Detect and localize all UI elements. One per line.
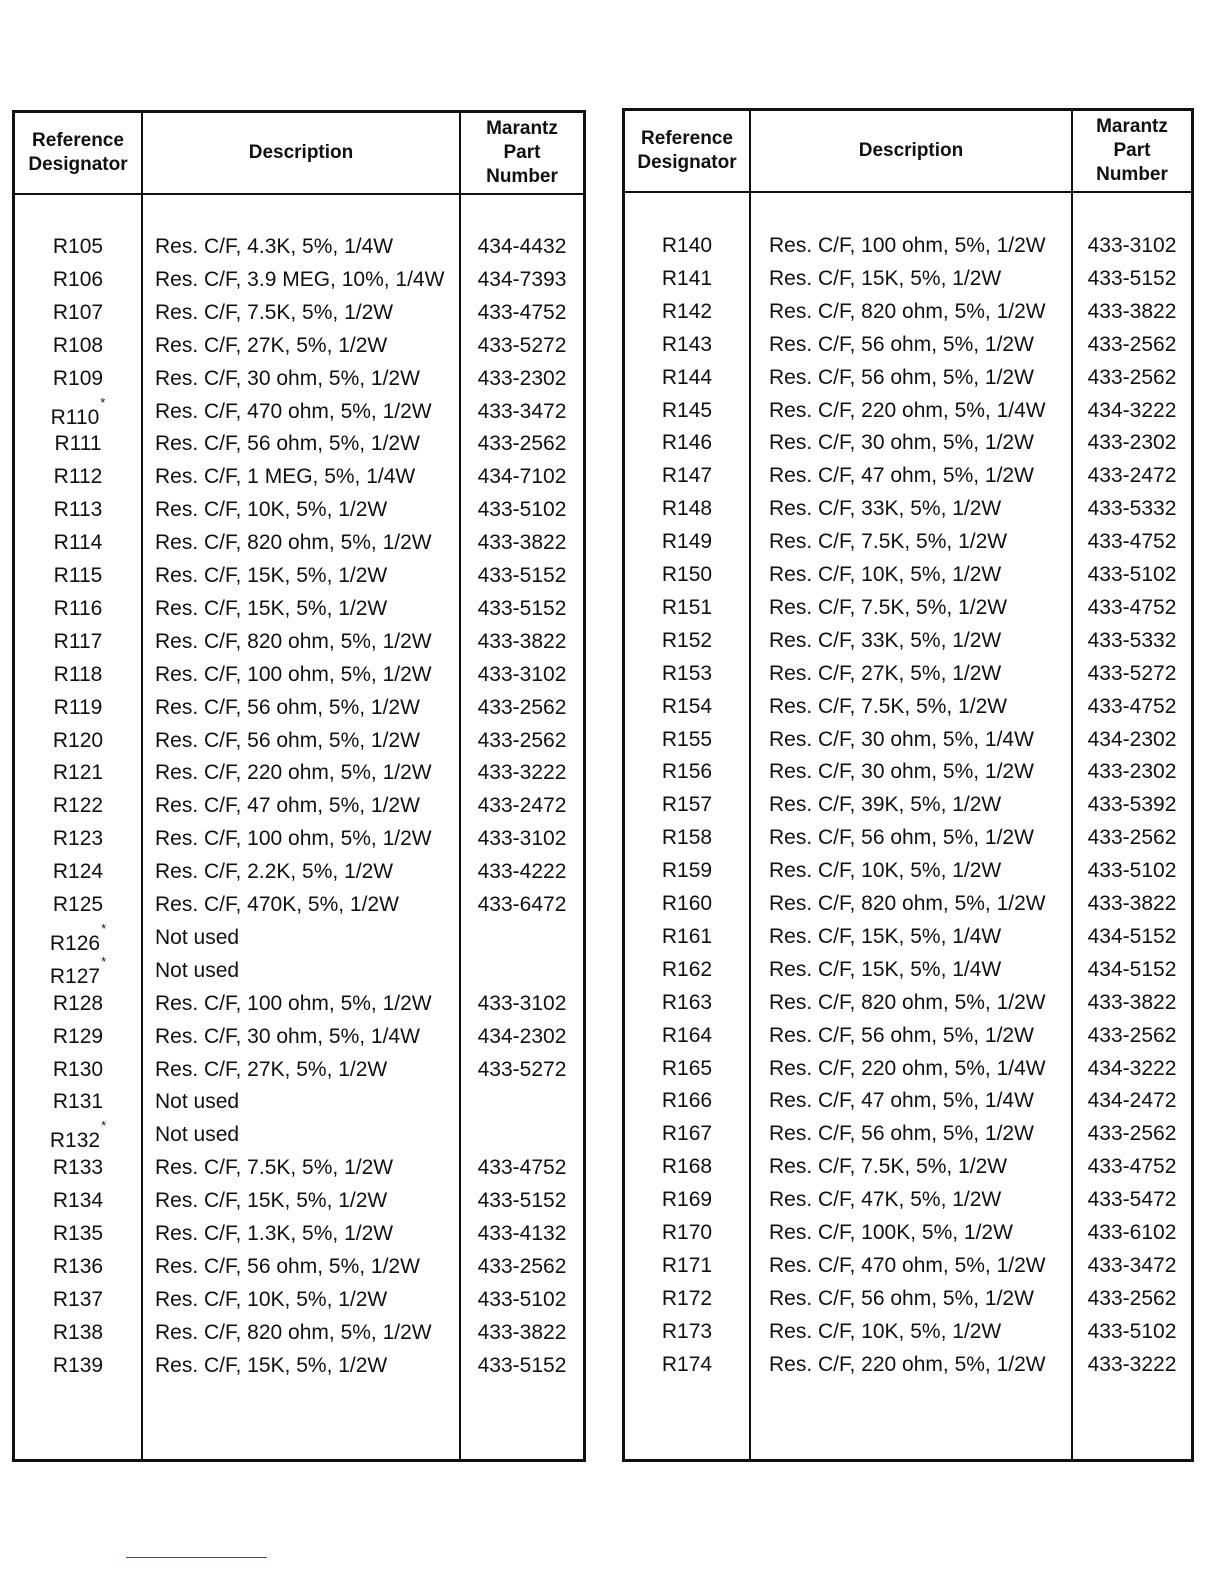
description: Res. C/F, 10K, 5%, 1/2W xyxy=(769,1319,1002,1343)
description: Res. C/F, 15K, 5%, 1/2W xyxy=(155,1353,388,1377)
table-row xyxy=(15,625,583,658)
table-row xyxy=(15,724,583,757)
reference-designator: R151 xyxy=(661,595,713,619)
table-row xyxy=(15,395,583,428)
description: Res. C/F, 7.5K, 5%, 1/2W xyxy=(769,530,1008,554)
reference-designator: R159 xyxy=(661,859,713,883)
reference-designator: R166 xyxy=(661,1089,713,1113)
description: Res. C/F, 47 ohm, 5%, 1/4W xyxy=(769,1089,1034,1113)
part-number: 434-7393 xyxy=(477,267,567,291)
description: Not used xyxy=(155,1090,240,1114)
description: Res. C/F, 7.5K, 5%, 1/2W xyxy=(769,595,1008,619)
description: Res. C/F, 47 ohm, 5%, 1/2W xyxy=(769,464,1034,488)
part-number: 433-2472 xyxy=(477,794,567,818)
footnote-asterisk: * xyxy=(101,953,107,969)
table-row xyxy=(625,426,1191,459)
table-row xyxy=(625,591,1191,624)
description: Res. C/F, 39K, 5%, 1/2W xyxy=(769,793,1002,817)
part-number: 434-2302 xyxy=(1087,727,1177,751)
table-row xyxy=(625,1183,1191,1216)
part-number: 434-3222 xyxy=(1087,1056,1177,1080)
description: Res. C/F, 33K, 5%, 1/2W xyxy=(769,628,1002,652)
table-row xyxy=(15,1085,583,1118)
part-number: 433-3102 xyxy=(477,991,567,1015)
description: Res. C/F, 56 ohm, 5%, 1/2W xyxy=(769,1286,1034,1310)
reference-designator: R139 xyxy=(52,1353,104,1377)
table-row xyxy=(15,296,583,329)
part-number: 433-4752 xyxy=(1087,1155,1177,1179)
description: Res. C/F, 56 ohm, 5%, 1/2W xyxy=(769,826,1034,850)
description: Res. C/F, 820 ohm, 5%, 1/2W xyxy=(769,990,1046,1014)
table-row xyxy=(15,230,583,263)
part-number: 433-5272 xyxy=(477,333,567,357)
description: Res. C/F, 56 ohm, 5%, 1/2W xyxy=(769,332,1034,356)
table-row xyxy=(625,887,1191,920)
reference-designator: R127* xyxy=(49,953,107,988)
part-number: 433-4752 xyxy=(1087,530,1177,554)
part-number: 433-5152 xyxy=(477,596,567,620)
reference-designator: R161 xyxy=(661,924,713,948)
part-number: 433-5332 xyxy=(1087,628,1177,652)
part-number: 433-5102 xyxy=(477,1287,567,1311)
table-row xyxy=(625,1150,1191,1183)
part-number: 433-3822 xyxy=(477,531,567,555)
description: Res. C/F, 15K, 5%, 1/2W xyxy=(769,266,1002,290)
part-number: 433-5102 xyxy=(477,498,567,522)
table-row xyxy=(15,493,583,526)
description: Res. C/F, 56 ohm, 5%, 1/2W xyxy=(769,1122,1034,1146)
part-number: 433-4222 xyxy=(477,860,567,884)
table-row xyxy=(15,329,583,362)
description: Res. C/F, 2.2K, 5%, 1/2W xyxy=(155,860,394,884)
table-row xyxy=(15,1349,583,1382)
part-number: 433-6102 xyxy=(1087,1221,1177,1244)
table-row xyxy=(625,1052,1191,1085)
table-row xyxy=(625,657,1191,690)
table-row xyxy=(15,789,583,822)
reference-designator: R167 xyxy=(661,1122,713,1146)
description: Res. C/F, 470 ohm, 5%, 1/2W xyxy=(155,399,432,423)
description: Res. C/F, 15K, 5%, 1/4W xyxy=(769,957,1002,981)
reference-designator: R125 xyxy=(52,893,104,916)
description: Res. C/F, 100 ohm, 5%, 1/2W xyxy=(155,827,432,851)
description: Res. C/F, 15K, 5%, 1/2W xyxy=(155,596,388,620)
description: Res. C/F, 27K, 5%, 1/2W xyxy=(155,1057,388,1081)
description: Res. C/F, 470 ohm, 5%, 1/2W xyxy=(769,1253,1046,1277)
description: Not used xyxy=(155,1123,240,1147)
description: Res. C/F, 7.5K, 5%, 1/2W xyxy=(155,300,394,324)
parts-table-left xyxy=(12,110,586,1462)
part-number: 433-3822 xyxy=(477,629,567,653)
reference-designator: R111 xyxy=(54,432,102,456)
reference-designator: R160 xyxy=(661,892,713,915)
footnote-asterisk: * xyxy=(101,920,107,936)
description: Res. C/F, 56 ohm, 5%, 1/2W xyxy=(155,728,420,752)
description: Res. C/F, 820 ohm, 5%, 1/2W xyxy=(155,629,432,653)
part-number: 434-3222 xyxy=(1087,398,1177,422)
description: Res. C/F, 56 ohm, 5%, 1/2W xyxy=(155,1254,420,1278)
table-row xyxy=(15,1184,583,1217)
reference-designator: R133 xyxy=(52,1156,104,1180)
part-number: 433-3822 xyxy=(1087,892,1177,915)
part-number: 434-7102 xyxy=(477,465,567,489)
footnote-asterisk: * xyxy=(101,1118,107,1134)
footnote-asterisk: * xyxy=(100,394,106,410)
header-reference-designator: Reference Designator xyxy=(637,128,737,173)
parts-table-right xyxy=(622,108,1194,1462)
description: Res. C/F, 100 ohm, 5%, 1/2W xyxy=(769,234,1046,257)
table-row xyxy=(15,855,583,888)
reference-designator: R163 xyxy=(661,990,713,1014)
table-row xyxy=(625,361,1191,394)
reference-designator: R140 xyxy=(661,234,713,257)
description: Res. C/F, 30 ohm, 5%, 1/4W xyxy=(155,1024,420,1048)
reference-designator: R154 xyxy=(661,694,713,718)
description: Res. C/F, 100K, 5%, 1/2W xyxy=(769,1221,1013,1244)
table-row xyxy=(625,920,1191,953)
reference-designator: R170 xyxy=(661,1221,713,1244)
reference-designator: R143 xyxy=(661,332,713,356)
part-number: 433-5472 xyxy=(1087,1188,1177,1212)
reference-designator: R135 xyxy=(52,1222,104,1245)
part-number: 433-4132 xyxy=(477,1222,567,1245)
part-number: 433-5152 xyxy=(477,1189,567,1213)
table-row xyxy=(625,295,1191,328)
reference-designator: R123 xyxy=(52,827,104,851)
description: Res. C/F, 33K, 5%, 1/2W xyxy=(769,497,1002,521)
table-row xyxy=(15,1020,583,1053)
part-number: 433-6472 xyxy=(477,893,567,916)
description: Res. C/F, 10K, 5%, 1/2W xyxy=(769,859,1002,883)
reference-designator: R150 xyxy=(661,563,713,586)
description: Res. C/F, 7.5K, 5%, 1/2W xyxy=(155,1156,394,1180)
description: Res. C/F, 56 ohm, 5%, 1/2W xyxy=(155,432,420,456)
reference-designator: R146 xyxy=(661,431,713,455)
table-row xyxy=(15,526,583,559)
description: Res. C/F, 820 ohm, 5%, 1/2W xyxy=(155,531,432,555)
table-row xyxy=(15,427,583,460)
reference-designator: R107 xyxy=(52,300,104,324)
part-number: 433-3102 xyxy=(477,827,567,851)
table-row xyxy=(625,1249,1191,1282)
table-row xyxy=(15,592,583,625)
description: Res. C/F, 30 ohm, 5%, 1/2W xyxy=(769,760,1034,784)
reference-designator: R152 xyxy=(661,628,713,652)
part-number: 433-2562 xyxy=(1087,826,1177,850)
reference-designator: R129 xyxy=(52,1024,104,1048)
description: Res. C/F, 15K, 5%, 1/2W xyxy=(155,1189,388,1213)
description: Res. C/F, 220 ohm, 5%, 1/2W xyxy=(769,1352,1046,1376)
reference-designator: R165 xyxy=(661,1056,713,1080)
reference-designator: R120 xyxy=(52,728,104,752)
part-number: 433-5332 xyxy=(1087,497,1177,521)
part-number: 433-2562 xyxy=(477,1254,567,1278)
part-number: 433-5152 xyxy=(1087,266,1177,290)
reference-designator: R110* xyxy=(50,394,106,429)
table-row xyxy=(15,1316,583,1349)
part-number: 433-2562 xyxy=(1087,1122,1177,1146)
reference-designator: R130 xyxy=(52,1057,104,1081)
reference-designator: R174 xyxy=(661,1352,713,1376)
header-description: Description xyxy=(858,140,964,161)
footnote-rule xyxy=(126,1557,267,1558)
reference-designator: R114 xyxy=(53,531,103,555)
part-number: 433-2302 xyxy=(1087,760,1177,784)
reference-designator: R141 xyxy=(661,266,713,290)
description: Res. C/F, 100 ohm, 5%, 1/2W xyxy=(155,991,432,1015)
table-row xyxy=(625,690,1191,723)
part-number: 433-5392 xyxy=(1087,793,1177,817)
description: Res. C/F, 10K, 5%, 1/2W xyxy=(155,498,388,522)
description: Res. C/F, 820 ohm, 5%, 1/2W xyxy=(769,299,1046,323)
reference-designator: R148 xyxy=(661,497,713,521)
part-number: 433-3102 xyxy=(477,662,567,686)
part-number: 433-3222 xyxy=(477,761,567,785)
part-number: 433-2562 xyxy=(477,432,567,456)
part-number: 434-2302 xyxy=(477,1024,567,1048)
description: Res. C/F, 4.3K, 5%, 1/4W xyxy=(155,235,394,258)
part-number: 433-2302 xyxy=(477,366,567,390)
reference-designator: R121 xyxy=(52,761,104,785)
description: Res. C/F, 30 ohm, 5%, 1/4W xyxy=(769,727,1034,751)
reference-designator: R124 xyxy=(52,860,104,884)
description: Res. C/F, 15K, 5%, 1/4W xyxy=(769,924,1002,948)
reference-designator: R156 xyxy=(661,760,713,784)
description: Res. C/F, 820 ohm, 5%, 1/2W xyxy=(155,1320,432,1344)
table-row xyxy=(625,1019,1191,1052)
table-row xyxy=(625,328,1191,361)
table-row xyxy=(15,691,583,724)
description: Res. C/F, 56 ohm, 5%, 1/2W xyxy=(155,695,420,719)
reference-designator: R164 xyxy=(661,1023,713,1047)
table-row xyxy=(625,1084,1191,1117)
reference-designator: R155 xyxy=(661,727,713,751)
reference-designator: R169 xyxy=(661,1188,713,1212)
table-row xyxy=(15,658,583,691)
part-number: 433-5102 xyxy=(1087,563,1177,586)
table-row xyxy=(625,459,1191,492)
part-number: 433-2562 xyxy=(1087,365,1177,389)
header-part-number: Marantz Part Number xyxy=(1096,116,1168,185)
header-description: Description xyxy=(248,142,354,163)
table-row xyxy=(15,954,583,987)
part-number: 433-3102 xyxy=(1087,234,1177,257)
part-number: 433-5272 xyxy=(1087,661,1177,685)
table-row xyxy=(625,624,1191,657)
table-row xyxy=(625,1117,1191,1150)
description: Res. C/F, 220 ohm, 5%, 1/4W xyxy=(769,1056,1046,1080)
table-row xyxy=(625,394,1191,427)
part-number: 433-3472 xyxy=(477,399,567,423)
reference-designator: R131 xyxy=(52,1090,104,1114)
reference-designator: R172 xyxy=(661,1286,713,1310)
table-row xyxy=(625,986,1191,1019)
part-number: 433-2562 xyxy=(1087,1286,1177,1310)
description: Res. C/F, 220 ohm, 5%, 1/2W xyxy=(155,761,432,785)
part-number: 433-3472 xyxy=(1087,1253,1177,1277)
part-number: 434-4432 xyxy=(477,235,567,258)
table-row xyxy=(15,1053,583,1086)
table-row xyxy=(625,821,1191,854)
part-number: 434-2472 xyxy=(1087,1089,1177,1113)
description: Res. C/F, 56 ohm, 5%, 1/2W xyxy=(769,365,1034,389)
reference-designator: R108 xyxy=(52,333,104,357)
reference-designator: R106 xyxy=(52,267,104,291)
table-row xyxy=(625,788,1191,821)
description: Res. C/F, 1.3K, 5%, 1/2W xyxy=(155,1222,394,1245)
reference-designator: R126* xyxy=(49,920,107,955)
table-row xyxy=(15,888,583,921)
table-row xyxy=(15,362,583,395)
description: Res. C/F, 47 ohm, 5%, 1/2W xyxy=(155,794,420,818)
table-row xyxy=(15,987,583,1020)
table-row xyxy=(625,723,1191,756)
table-row xyxy=(625,229,1191,262)
reference-designator: R105 xyxy=(52,235,104,258)
reference-designator: R128 xyxy=(52,991,104,1015)
part-number: 433-2562 xyxy=(477,695,567,719)
description: Res. C/F, 10K, 5%, 1/2W xyxy=(769,563,1002,586)
part-number: 433-5102 xyxy=(1087,859,1177,883)
part-number: 433-4752 xyxy=(1087,595,1177,619)
description: Res. C/F, 30 ohm, 5%, 1/2W xyxy=(155,366,420,390)
table-row xyxy=(15,1118,583,1151)
part-number: 433-2562 xyxy=(477,728,567,752)
part-number: 433-3222 xyxy=(1087,1352,1177,1376)
part-number: 433-2562 xyxy=(1087,332,1177,356)
reference-designator: R144 xyxy=(661,365,713,389)
table-row xyxy=(15,460,583,493)
description: Res. C/F, 15K, 5%, 1/2W xyxy=(155,564,388,587)
table-row xyxy=(625,558,1191,591)
reference-designator: R116 xyxy=(53,596,103,620)
table-row xyxy=(625,1315,1191,1348)
reference-designator: R113 xyxy=(53,498,103,522)
table-row xyxy=(15,921,583,954)
part-number: 433-4752 xyxy=(477,1156,567,1180)
reference-designator: R112 xyxy=(53,465,103,489)
table-row xyxy=(625,1348,1191,1381)
part-number: 433-3822 xyxy=(1087,990,1177,1014)
table-row xyxy=(625,1282,1191,1315)
table-row xyxy=(625,854,1191,887)
description: Res. C/F, 3.9 MEG, 10%, 1/4W xyxy=(155,267,445,291)
description: Res. C/F, 7.5K, 5%, 1/2W xyxy=(769,1155,1008,1179)
table-row xyxy=(15,1151,583,1184)
description: Res. C/F, 27K, 5%, 1/2W xyxy=(769,661,1002,685)
table-row xyxy=(625,953,1191,986)
description: Res. C/F, 220 ohm, 5%, 1/4W xyxy=(769,398,1046,422)
description: Not used xyxy=(155,958,240,982)
reference-designator: R153 xyxy=(661,661,713,685)
table-row xyxy=(15,263,583,296)
part-number: 433-2562 xyxy=(1087,1023,1177,1047)
reference-designator: R118 xyxy=(53,662,103,686)
reference-designator: R158 xyxy=(661,826,713,850)
description: Res. C/F, 7.5K, 5%, 1/2W xyxy=(769,694,1008,718)
part-number: 433-5272 xyxy=(477,1057,567,1081)
part-number: 434-5152 xyxy=(1087,924,1177,948)
description: Res. C/F, 470K, 5%, 1/2W xyxy=(155,893,399,916)
reference-designator: R109 xyxy=(52,366,104,390)
reference-designator: R157 xyxy=(661,793,713,817)
table-row xyxy=(625,1216,1191,1249)
reference-designator: R147 xyxy=(661,464,713,488)
table-row xyxy=(15,1283,583,1316)
part-number: 433-4752 xyxy=(1087,694,1177,718)
part-number: 433-3822 xyxy=(477,1320,567,1344)
part-number: 433-5102 xyxy=(1087,1319,1177,1343)
table-row xyxy=(15,1250,583,1283)
part-number: 433-3822 xyxy=(1087,299,1177,323)
table-row xyxy=(15,756,583,789)
part-number: 433-2472 xyxy=(1087,464,1177,488)
table-row xyxy=(15,559,583,592)
table-row xyxy=(15,822,583,855)
reference-designator: R119 xyxy=(53,695,103,719)
description: Res. C/F, 30 ohm, 5%, 1/2W xyxy=(769,431,1034,455)
header-part-number: Marantz Part Number xyxy=(486,118,558,187)
description: Res. C/F, 56 ohm, 5%, 1/2W xyxy=(769,1023,1034,1047)
reference-designator: R162 xyxy=(661,957,713,981)
reference-designator: R132* xyxy=(49,1118,107,1153)
table-row xyxy=(625,755,1191,788)
description: Res. C/F, 10K, 5%, 1/2W xyxy=(155,1287,388,1311)
reference-designator: R173 xyxy=(661,1319,713,1343)
reference-designator: R171 xyxy=(661,1253,713,1277)
reference-designator: R117 xyxy=(53,629,103,653)
table-row xyxy=(625,525,1191,558)
table-row xyxy=(625,492,1191,525)
description: Res. C/F, 820 ohm, 5%, 1/2W xyxy=(769,892,1046,915)
description: Not used xyxy=(155,925,240,949)
description: Res. C/F, 1 MEG, 5%, 1/4W xyxy=(155,465,416,489)
table-row xyxy=(625,262,1191,295)
reference-designator: R136 xyxy=(52,1254,104,1278)
part-number: 434-5152 xyxy=(1087,957,1177,981)
reference-designator: R115 xyxy=(53,564,103,587)
part-number: 433-4752 xyxy=(477,300,567,324)
description: Res. C/F, 47K, 5%, 1/2W xyxy=(769,1188,1002,1212)
description: Res. C/F, 100 ohm, 5%, 1/2W xyxy=(155,662,432,686)
reference-designator: R168 xyxy=(661,1155,713,1179)
reference-designator: R134 xyxy=(52,1189,104,1213)
part-number: 433-2302 xyxy=(1087,431,1177,455)
description: Res. C/F, 27K, 5%, 1/2W xyxy=(155,333,388,357)
reference-designator: R145 xyxy=(661,398,713,422)
part-number: 433-5152 xyxy=(477,564,567,587)
header-reference-designator: Reference Designator xyxy=(28,130,128,175)
table-row xyxy=(15,1217,583,1250)
reference-designator: R137 xyxy=(52,1287,104,1311)
reference-designator: R138 xyxy=(52,1320,104,1344)
part-number: 433-5152 xyxy=(477,1353,567,1377)
reference-designator: R149 xyxy=(661,530,713,554)
reference-designator: R122 xyxy=(52,794,104,818)
reference-designator: R142 xyxy=(661,299,713,323)
